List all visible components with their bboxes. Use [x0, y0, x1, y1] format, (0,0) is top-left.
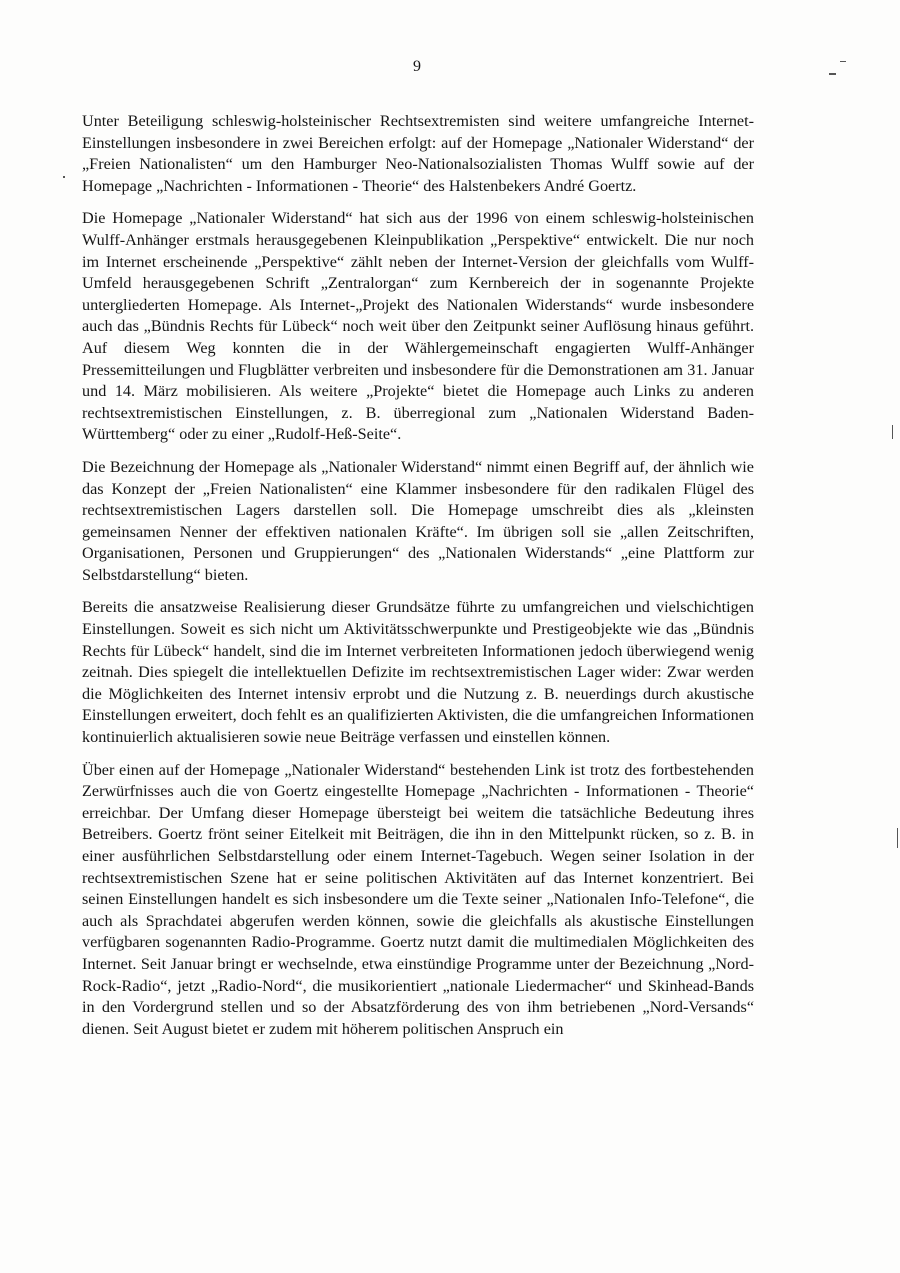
page-number: 9 [413, 58, 421, 75]
paragraph-2: Die Homepage „Nationaler Widerstand“ hat sich aus der 1996 von einem schleswig-holsteinischen Wulff-Anhänger erstmals herausgegebenen Kleinpublikation „Perspektive“ entwickelt. Die nur noch im Internet erscheinende „Perspektive“ zählt neben der Internet-Version der gleichfalls vom Wulff-Umfeld herausgegebenen Schrift „Zentralorgan“ zum Kernbereich der in sogenannte Projekte untergliederten Homepage. Als Internet-„Projekt des Nationalen Widerstands“ wurde insbesondere auch das „Bündnis Rechts für Lübeck“ noch weit über den Zeitpunkt seiner Auflösung hinaus geführt. Auf diesem Weg konnten die in der Wählergemeinschaft engagierten Wulff-Anhänger Pressemitteilungen und Flugblätter verbreiten und insbesondere für die Demonstrationen am 31. Januar und 14. März mobilisieren. Als weitere „Projekte“ bietet die Homepage auch Links zu anderen rechtsextremistischen Einstellungen, z. B. überregional zum „Nationalen Widerstand Baden-Württemberg“ oder zu einer „Rudolf-Heß-Seite“. [82, 209, 754, 444]
paragraph-4: Bereits die ansatzweise Realisierung dieser Grundsätze führte zu umfangreichen und vielschichtigen Einstellungen. Soweit es sich nicht um Aktivitätsschwerpunkte und Prestigeobjekte wie das „Bündnis Rechts für Lübeck“ handelt, sind die im Internet verbreiteten Informationen jedoch überwiegend wenig zeitnah. Dies spiegelt die intellektuellen Defizite im rechtsextremistischen Lager wider: Zwar werden die Möglichkeiten des Internet intensiv erprobt und die Nutzung z. B. neuerdings durch akustische Einstellungen erweitert, doch fehlt es an qualifizierten Aktivisten, die die umfangreichen Informationen kontinuierlich aktualisieren sowie neue Beiträge verfassen und einstellen können. [82, 598, 754, 747]
body-text [82, 111, 754, 1051]
paragraph-5: Über einen auf der Homepage „Nationaler Widerstand“ bestehenden Link ist trotz des fortbestehenden Zerwürfnisses auch die von Goertz eingestellte Homepage „Nachrichten - Informationen - Theorie“ erreichbar. Der Umfang dieser Homepage übersteigt bei weitem die tatsächliche Bedeutung ihres Betreibers. Goertz frönt seiner Eitelkeit mit Beiträgen, die ihn in den Mittelpunkt rücken, so z. B. in einer ausführlichen Selbstdarstellung oder einem Internet-Tagebuch. Wegen seiner Isolation in der rechtsextremistischen Szene hat er seine politischen Aktivitäten auf das Internet konzentriert. Bei seinen Einstellungen handelt es sich insbesondere um die Texte seiner „Nationalen Info-Telefone“, die auch als Sprachdatei abgerufen werden können, sowie die gleichfalls als akustische Einstellungen verfügbaren sogenannten Radio-Programme. Goertz nutzt damit die multimedialen Möglichkeiten des Internet. Seit Januar bringt er wechselnde, etwa einstündige Programme unter der Bezeichnung „Nord-Rock-Radio“, jetzt „Radio-Nord“, die musikorientiert „nationale Liedermacher“ und Skinhead-Bands in den Vordergrund stellen und so der Absatzförderung des von ihm betriebenen „Nord-Versands“ dienen. Seit August bietet er zudem mit höherem politischen Anspruch ein [82, 760, 754, 1038]
scan-speck [892, 425, 893, 439]
paragraph-3: Die Bezeichnung der Homepage als „Nationaler Widerstand“ nimmt einen Begriff auf, der ähnlich wie das Konzept der „Freien Nationalisten“ eine Klammer insbesondere für den radikalen Flügel des rechtsextremistischen Lagers darstellen soll. Die Homepage umschreibt dies als „kleinsten gemeinsamen Nenner der effektiven nationalen Kräfte“. Im übrigen soll sie „allen Zeitschriften, Organisationen, Personen und Gruppierungen“ des „Nationalen Widerstands“ „eine Plattform zur Selbstdarstellung“ bieten. [82, 457, 754, 584]
scan-speck [829, 73, 836, 75]
scan-speck [63, 176, 65, 178]
paragraph-1: Unter Beteiligung schleswig-holsteinischer Rechtsextremisten sind weitere umfangreiche Internet-Einstellungen insbesondere in zwei Bereichen erfolgt: auf der Homepage „Nationaler Widerstand“ der „Freien Nationalisten“ um den Hamburger Neo-Nationalsozialisten Thomas Wulff sowie auf der Homepage „Nachrichten - Informationen - Theorie“ des Halstenbekers André Goertz. [82, 112, 754, 195]
scan-speck [897, 828, 898, 848]
scan-speck [840, 61, 846, 62]
